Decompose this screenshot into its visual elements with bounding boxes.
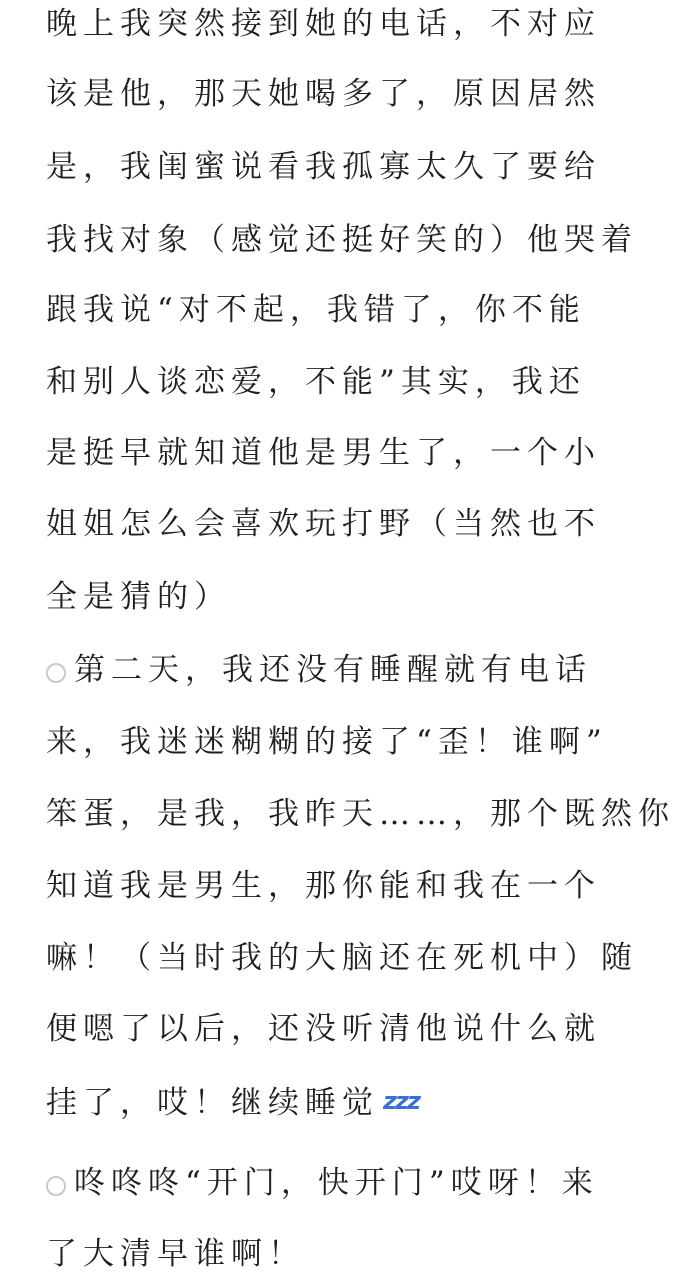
text-line-5: 跟我说“对不起，我错了，你不能 [46,292,586,328]
text-line-12: 笨蛋，是我，我昨天……，那个既然你 [46,796,675,832]
paragraph-3-line-1 [46,1159,599,1207]
circle-bullet-icon [46,663,66,683]
text-line-1: 晚上我突然接到她的电话，不对应 [46,6,601,42]
paragraph-3-text: 咚咚咚“开门，快开门”哎呀！来 [74,1165,599,1201]
text-line-18: 了大清早谁啊！ [46,1236,305,1272]
text-line-15: 便嗯了以后，还没听清他说什么就 [46,1011,601,1047]
sleep-zzz-icon: zzz [383,1087,419,1115]
circle-bullet-icon [46,1176,66,1196]
paragraph-2-line-1 [46,646,592,694]
text-line-16-text: 挂了，哎！继续睡觉 [46,1085,379,1121]
text-line-13: 知道我是男生，那你能和我在一个 [46,868,601,904]
text-line-9: 全是猜的） [46,579,231,615]
text-line-6: 和别人谈恋爱，不能”其实，我还 [46,364,586,400]
paragraph-2-text: 第二天，我还没有睡醒就有电话 [74,652,592,688]
text-line-8: 姐姐怎么会喜欢玩打野（当然也不 [46,506,601,542]
text-line-2: 该是他，那天她喝多了，原因居然 [46,76,601,112]
text-line-16 [46,1077,566,1125]
text-line-11: 来，我迷迷糊糊的接了“歪！谁啊” [46,724,608,760]
text-line-4: 我找对象（感觉还挺好笑的）他哭着 [46,222,638,258]
text-line-7: 是挺早就知道他是男生了，一个小 [46,435,601,471]
text-line-3: 是，我闺蜜说看我孤寡太久了要给 [46,149,601,185]
text-line-14: 嘛！（当时我的大脑还在死机中）随 [46,940,638,976]
